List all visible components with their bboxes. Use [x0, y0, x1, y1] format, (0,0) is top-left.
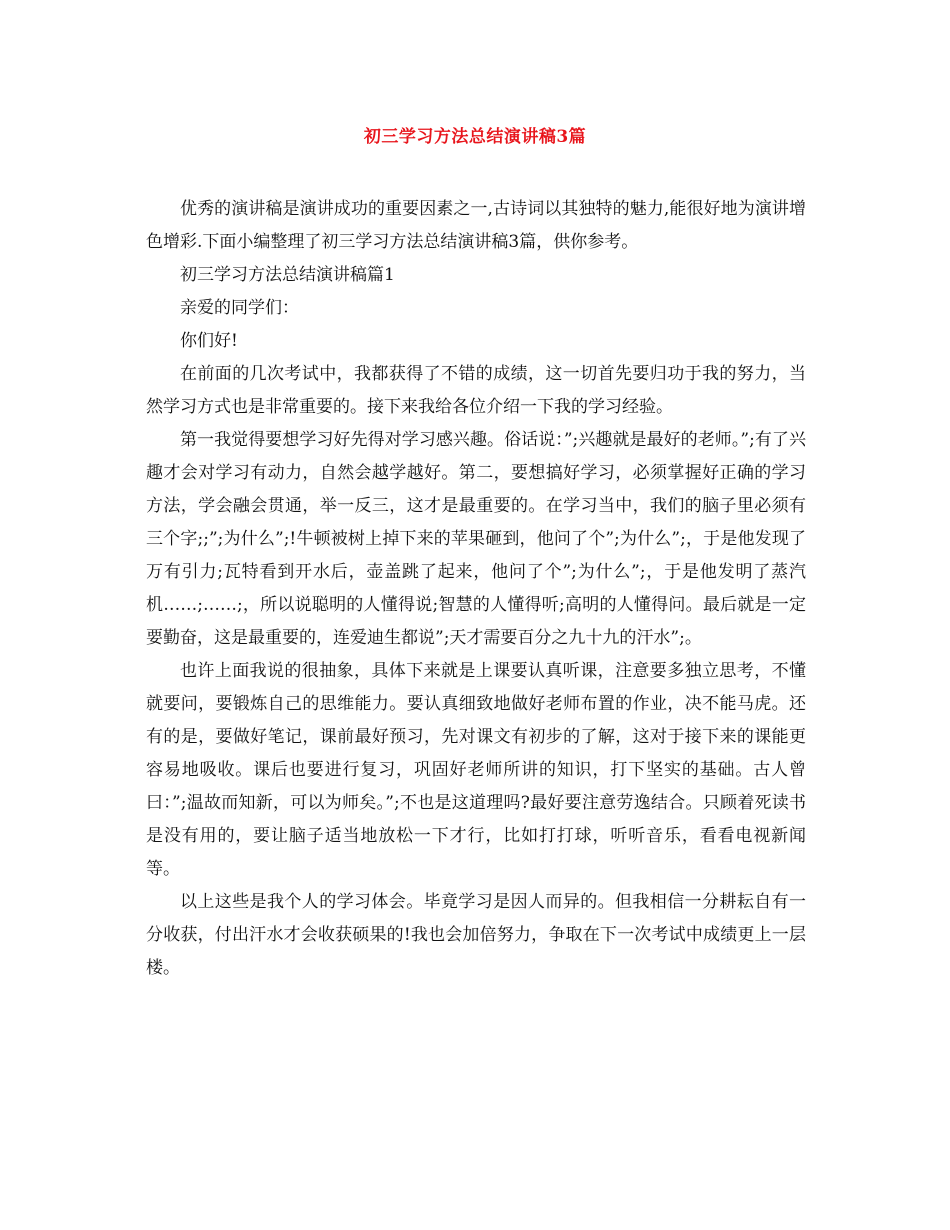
paragraph-body: 也许上面我说的很抽象，具体下来就是上课要认真听课，注意要多独立思考，不懂就要问，要锻炼自己的思维能力。要认真细致地做好老师布置的作业，决不能马虎。还有的是，要做好笔记，课前最好预习，先对课文有初步的了解，这对于接下来的课能更容易地吸收。课后也要进行复习，巩固好老师所讲的知识，打下坚实的基础。古人曾曰：”;温故而知新，可以为师矣。”;不也是这道理吗?最好要注意劳逸结合。只顾着死读书是没有用的，要让脑子适当地放松一下才行，比如打打球，听听音乐，看看电视新闻等。	[146, 661, 806, 879]
paragraph-salutation: 亲爱的同学们：	[180, 298, 299, 318]
document-body	[146, 193, 806, 985]
paragraph-body: 在前面的几次考试中，我都获得了不错的成绩，这一切首先要归功于我的努力，当然学习方式也是非常重要的。接下来我给各位介绍一下我的学习经验。	[146, 364, 806, 417]
document-title: 初三学习方法总结演讲稿3篇	[363, 127, 587, 147]
paragraph-greeting: 你们好!	[180, 331, 238, 351]
paragraph-conclusion: 以上这些是我个人的学习体会。毕竟学习是因人而异的。但我相信一分耕耘自有一分收获，付出汗水才会收获硕果的!我也会加倍努力，争取在下一次考试中成绩更上一层楼。	[146, 892, 806, 978]
paragraph-body: 第一我觉得要想学习好先得对学习感兴趣。俗话说：”;兴趣就是最好的老师。”;有了兴趣才会对学习有动力，自然会越学越好。第二，要想搞好学习，必须掌握好正确的学习方法，学会融会贯通，举一反三，这才是最重要的。在学习当中，我们的脑子里必须有三个字;;”;为什么”;!牛顿被树上掉下来的苹果砸到，他问了个”;为什么”;，于是他发现了万有引力;瓦特看到开水后，壶盖跳了起来，他问了个”;为什么”;，于是他发明了蒸汽机……;……;，所以说聪明的人懂得说;智慧的人懂得听;高明的人懂得问。最后就是一定要勤奋，这是最重要的，连爱迪生都说”;天才需要百分之九十九的汗水”;。	[146, 430, 806, 648]
section-heading: 初三学习方法总结演讲稿篇1	[180, 265, 395, 285]
paragraph-intro: 优秀的演讲稿是演讲成功的重要因素之一,古诗词以其独特的魅力,能很好地为演讲增色增彩.下面小编整理了初三学习方法总结演讲稿3篇，供你参考。	[146, 199, 806, 252]
